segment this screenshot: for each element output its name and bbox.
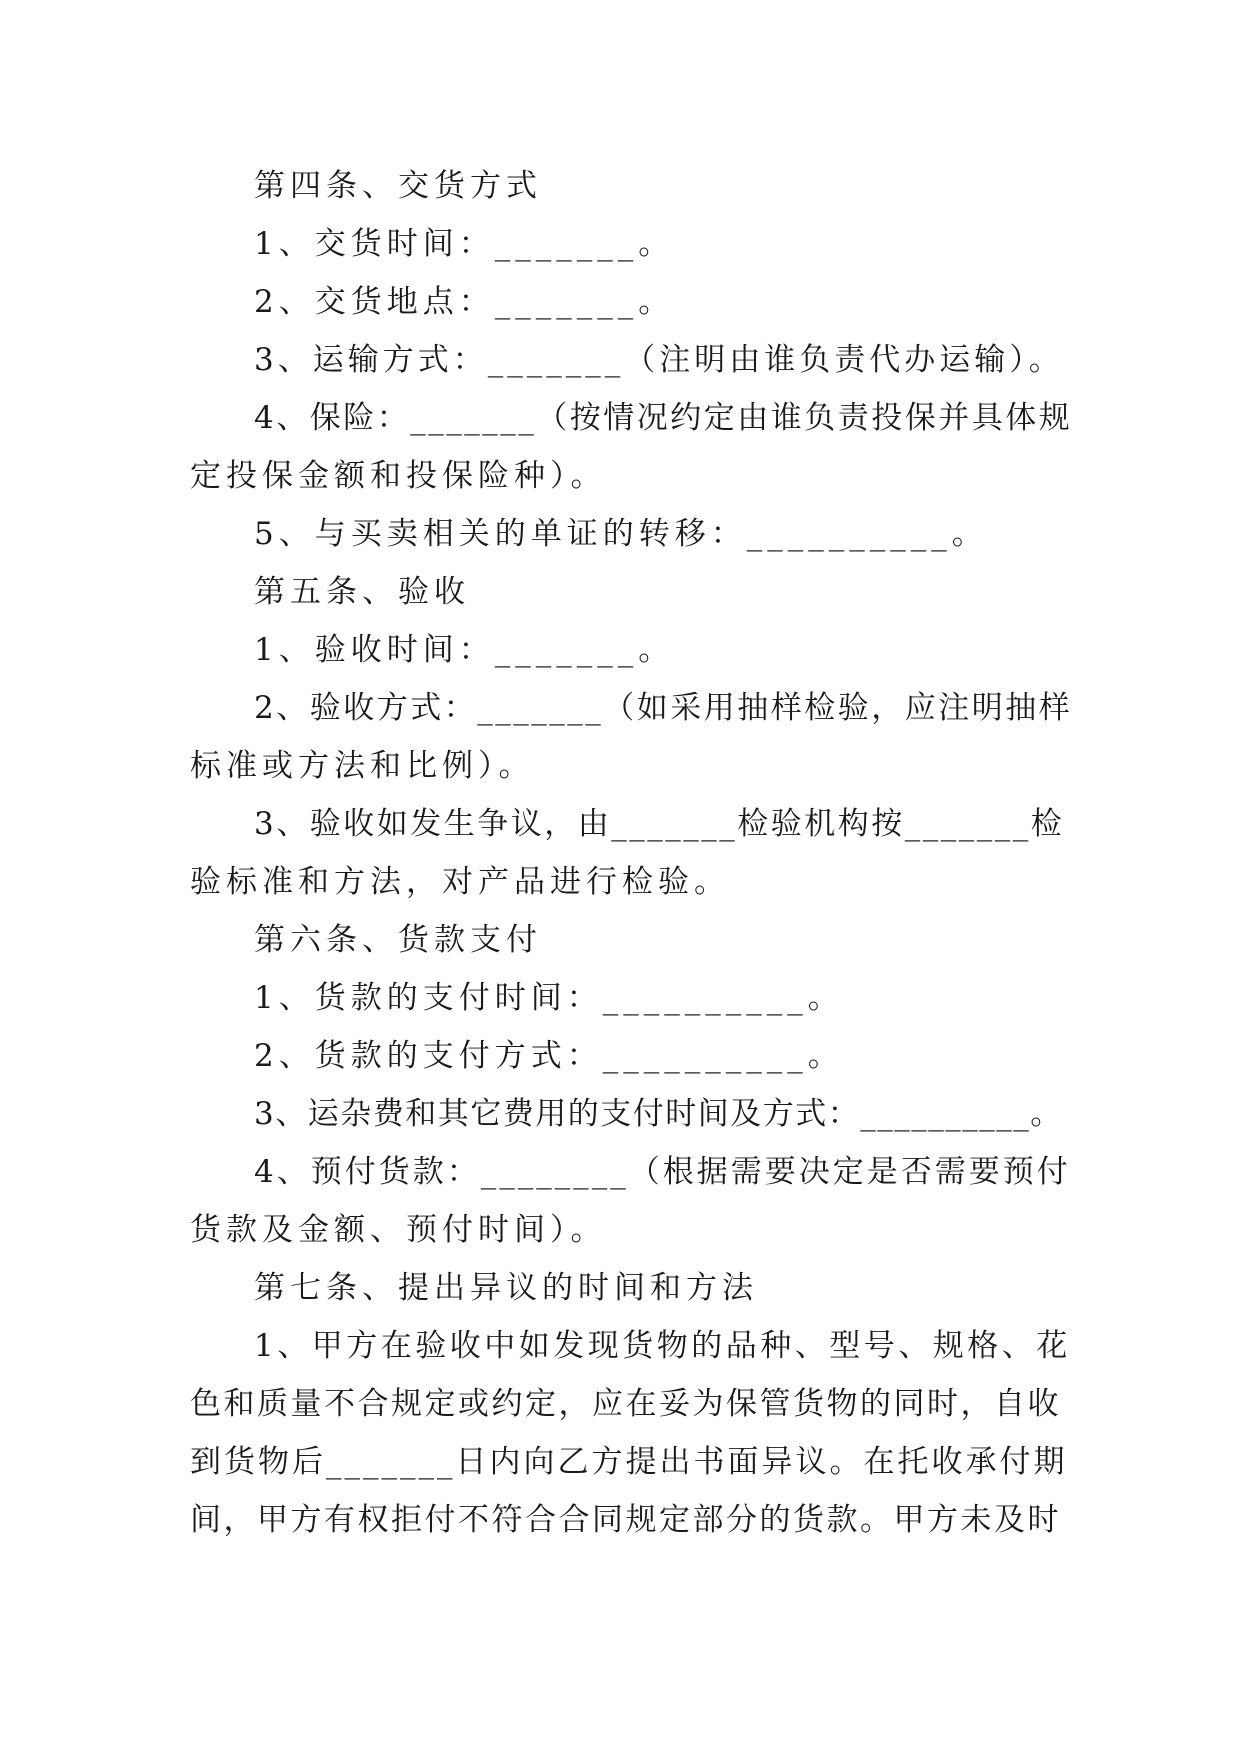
- paragraph-line: 1、交货时间：_______。: [254, 226, 675, 262]
- paragraph-line: 定投保金额和投保险种）。: [190, 458, 607, 494]
- section-heading: 第七条、提出异议的时间和方法: [254, 1270, 758, 1306]
- paragraph-line: 1、甲方在验收中如发现货物的品种、型号、规格、花: [254, 1328, 1071, 1364]
- paragraph-line: 色和质量不合规定或约定，应在妥为保管货物的同时，自收: [190, 1386, 1061, 1422]
- paragraph-line: 2、货款的支付方式：__________。: [254, 1038, 844, 1074]
- paragraph-line: 2、验收方式：_______（如采用抽样检验，应注明抽样: [254, 690, 1073, 726]
- section-heading: 第四条、交货方式: [254, 168, 542, 204]
- paragraph-line: 3、验收如发生争议，由_______检验机构按_______检: [254, 806, 1065, 842]
- paragraph-line: 货款及金额、预付时间）。: [190, 1212, 607, 1248]
- paragraph-line: 5、与买卖相关的单证的转移：__________。: [254, 516, 988, 552]
- paragraph-line: 3、运输方式：_______（注明由谁负责代办运输）。: [254, 342, 1064, 378]
- paragraph-line: 到货物后_______日内向乙方提出书面异议。在托收承付期: [190, 1444, 1068, 1480]
- section-heading: 第六条、货款支付: [254, 922, 542, 958]
- paragraph-line: 4、预付货款：________（根据需要决定是否需要预付: [254, 1154, 1071, 1190]
- paragraph-line: 标准或方法和比例）。: [190, 748, 535, 784]
- paragraph-line: 1、货款的支付时间：__________。: [254, 980, 844, 1016]
- paragraph-line: 2、交货地点：_______。: [254, 284, 675, 320]
- paragraph-line: 4、保险：_______（按情况约定由谁负责投保并具体规: [254, 400, 1073, 436]
- paragraph-line: 间，甲方有权拒付不符合合同规定部分的货款。甲方未及时: [190, 1502, 1061, 1538]
- paragraph-line: 1、验收时间：_______。: [254, 632, 675, 668]
- paragraph-line: 验标准和方法，对产品进行检验。: [190, 864, 730, 900]
- paragraph-line: 3、运杂费和其它费用的支付时间及方式：__________。: [254, 1096, 1063, 1132]
- section-heading: 第五条、验收: [254, 574, 470, 610]
